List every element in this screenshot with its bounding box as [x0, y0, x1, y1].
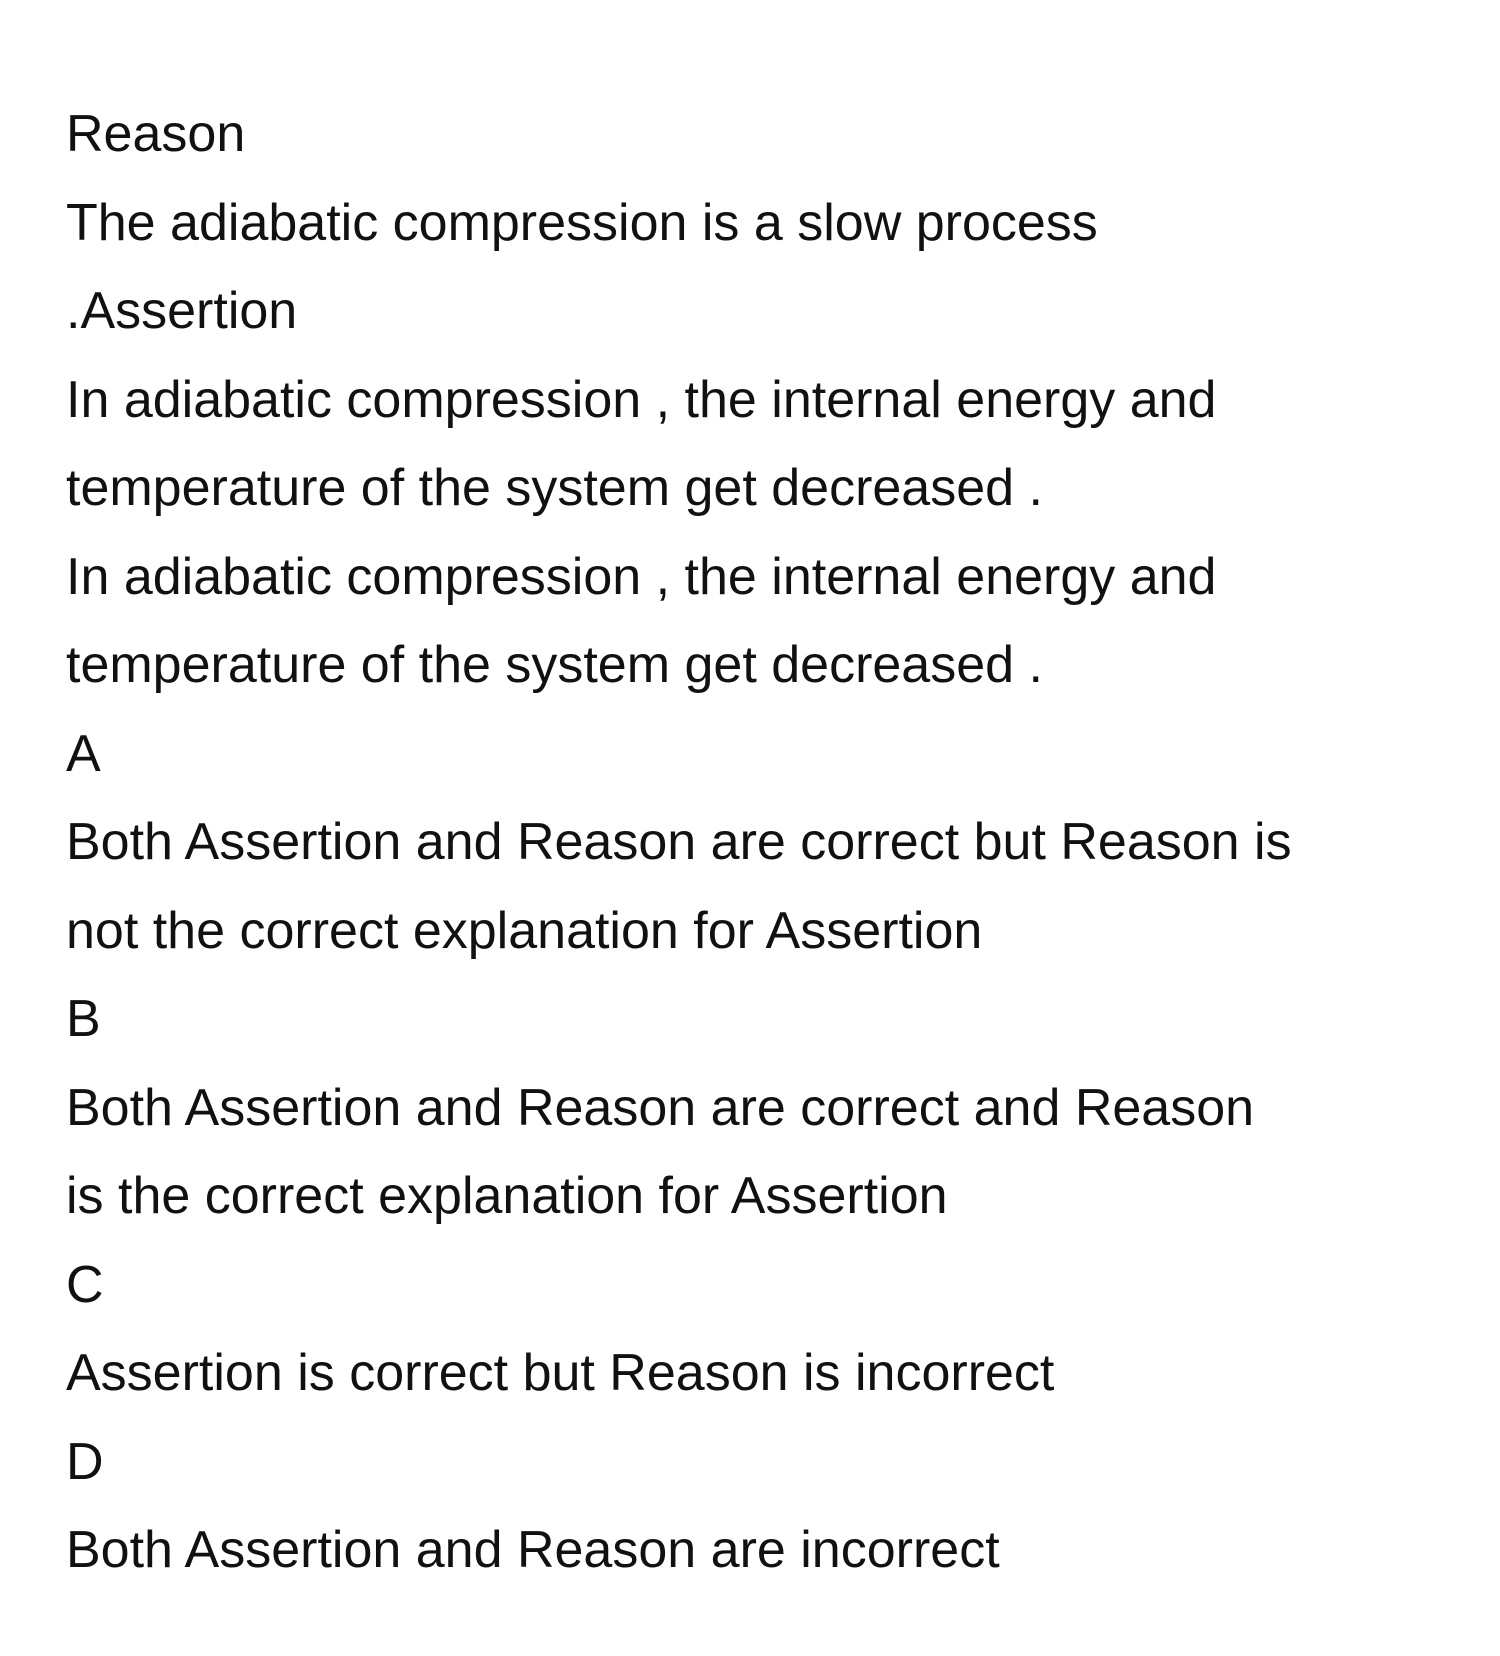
- option-letter: A: [66, 724, 101, 783]
- option-text-line: Both Assertion and Reason are correct but Reason is: [66, 813, 1292, 871]
- option-letter: D: [66, 1432, 104, 1491]
- assertion-text-line: temperature of the system get decreased .: [66, 636, 1043, 694]
- option-text-line: Both Assertion and Reason are incorrect: [66, 1521, 1000, 1579]
- reason-text: The adiabatic compression is a slow process: [66, 193, 1098, 252]
- option-text-line: not the correct explanation for Assertion: [66, 901, 983, 960]
- option-text-line: Assertion is correct but Reason is incorrect: [66, 1344, 1055, 1402]
- option-d[interactable]: [66, 1418, 1466, 1595]
- option-text-line: Both Assertion and Reason are correct and Reason: [66, 1078, 1255, 1137]
- assertion-heading: .Assertion: [66, 282, 298, 340]
- option-letter: C: [66, 1255, 104, 1314]
- assertion-text-line: temperature of the system get decreased .: [66, 459, 1043, 517]
- assertion-text-line: In adiabatic compression , the internal energy and: [66, 370, 1217, 429]
- option-letter: B: [66, 990, 101, 1048]
- option-c[interactable]: [66, 1241, 1466, 1418]
- reason-heading: Reason: [66, 105, 246, 163]
- option-text-line: is the correct explanation for Assertion: [66, 1167, 948, 1225]
- option-a[interactable]: [66, 710, 1466, 976]
- question-content: [66, 90, 1466, 1595]
- assertion-text-line: In adiabatic compression , the internal energy and: [66, 547, 1217, 606]
- option-b[interactable]: [66, 975, 1466, 1241]
